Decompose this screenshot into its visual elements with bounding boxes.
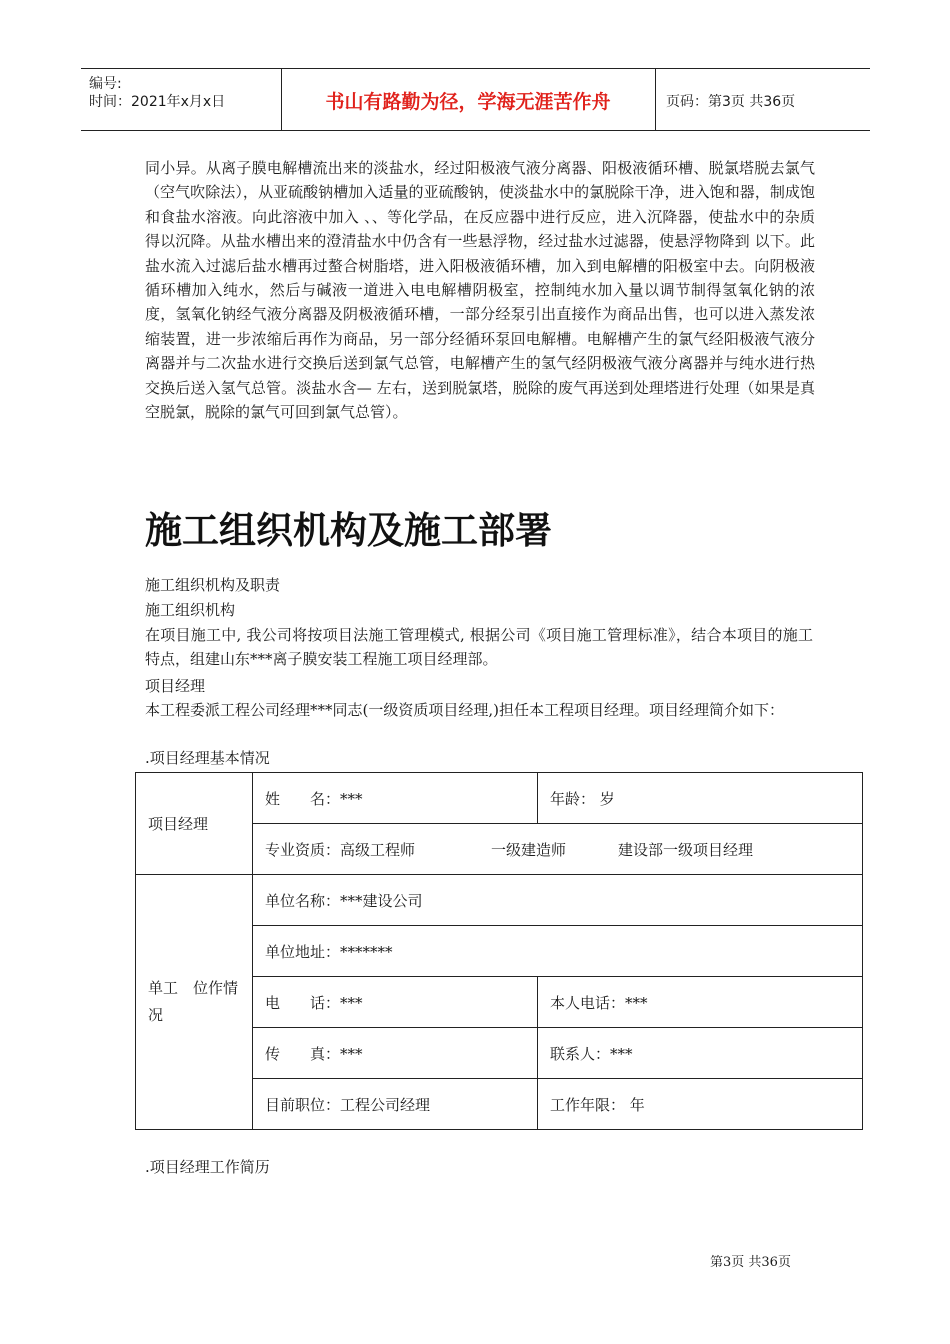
subheading-org-duties: 施工组织机构及职责 bbox=[145, 576, 281, 594]
intro-paragraph: 同小异。从离子膜电解槽流出来的淡盐水，经过阳极液气液分离器、阳极液循环槽、脱氯塔脱去氯气（空气吹除法），从亚硫酸钠槽加入适量的亚硫酸钠，使淡盐水中的氯脱除干净，进入饱和器，制成饱和食盐水溶液。向此溶液中加入 、、等化学品，在反应器中进行反应，进入沉降器，使盐水中的杂质得以沉降。从盐水槽出来的澄清盐水中仍含有一些悬浮物，经过盐水过滤器，使悬浮物降到 以下。此盐水流入过滤后盐水槽再过螯合树脂塔，进入阳极液循环槽，加入到电解槽的阳极室中去。向阴极液循环槽加入纯水，然后与碱液一道进入电电解槽阴极室，控制纯水加入量以调节制得氢氧化钠的浓度，氢氧化钠经气液分离器及阴极液循环槽，一部分经泵引出直接作为商品出售，也可以进入蒸发浓缩装置，进一步浓缩后再作为商品，另一部分经循环泵回电解槽。电解槽产生的氯气经阳极液气液分离器并与二次盐水进行交换后送到氯气总管，电解槽产生的氢气经阴极液气液分离器并与纯水进行热交换后送入氢气总管。淡盐水含— 左右，送到脱氯塔，脱除的废气再送到处理塔进行处理（如果是真空脱氯，脱除的氯气可回到氯气总管）。 bbox=[145, 159, 815, 422]
unit-label-cell: 单工 位作情 况 bbox=[136, 875, 253, 1130]
years-cell: 工作年限： 年 bbox=[538, 1079, 863, 1130]
header-motto: 书山有路勤为径，学海无涯苦作舟 bbox=[325, 91, 611, 113]
section-title: 施工组织机构及施工部署 bbox=[145, 508, 552, 552]
subheading-org: 施工组织机构 bbox=[145, 601, 236, 619]
position-cell: 目前职位：工程公司经理 bbox=[253, 1079, 538, 1130]
page-footer: 第3页 共36页 bbox=[710, 1255, 791, 1270]
header-motto-cell bbox=[281, 69, 656, 130]
contact-cell: 联系人：*** bbox=[538, 1028, 863, 1079]
unit-address-cell: 单位地址：******* bbox=[253, 926, 863, 977]
table-caption: .项目经理基本情况 bbox=[145, 749, 270, 767]
pm-label-cell: 项目经理 bbox=[136, 773, 253, 875]
qualification-main: 专业资质：高级工程师 bbox=[265, 840, 416, 859]
pm-info-table bbox=[135, 772, 863, 1130]
header-page-cell bbox=[656, 69, 870, 130]
qualification-third: 建设部一级项目经理 bbox=[618, 840, 754, 859]
pm-paragraph: 本工程委派工程公司经理***同志(一级资质项目经理,)担任本工程项目经理。项目经理简介如下： bbox=[145, 701, 784, 719]
qualification-cell bbox=[253, 824, 863, 875]
age-cell: 年龄： 岁 bbox=[538, 773, 863, 824]
name-cell: 姓 名：*** bbox=[253, 773, 538, 824]
mobile-cell: 本人电话：*** bbox=[538, 977, 863, 1028]
page-header bbox=[81, 68, 870, 131]
doc-number-label: 编号: bbox=[89, 76, 122, 92]
doc-date-label: 时间：2021年x月x日 bbox=[89, 94, 226, 110]
phone-cell: 电 话：*** bbox=[253, 977, 538, 1028]
unit-name-cell: 单位名称：***建设公司 bbox=[253, 875, 863, 926]
header-page-number: 页码：第3页 共36页 bbox=[666, 94, 796, 110]
qualification-second: 一级建造师 bbox=[491, 840, 567, 859]
resume-caption: .项目经理工作简历 bbox=[145, 1158, 270, 1176]
subheading-pm: 项目经理 bbox=[145, 677, 206, 695]
fax-cell: 传 真：*** bbox=[253, 1028, 538, 1079]
org-paragraph: 在项目施工中, 我公司将按项目法施工管理模式, 根据公司《项目施工管理标准》，结合本项目的施工特点，组建山东***离子膜安装工程施工项目经理部。 bbox=[145, 626, 813, 668]
header-meta-cell bbox=[81, 69, 282, 130]
